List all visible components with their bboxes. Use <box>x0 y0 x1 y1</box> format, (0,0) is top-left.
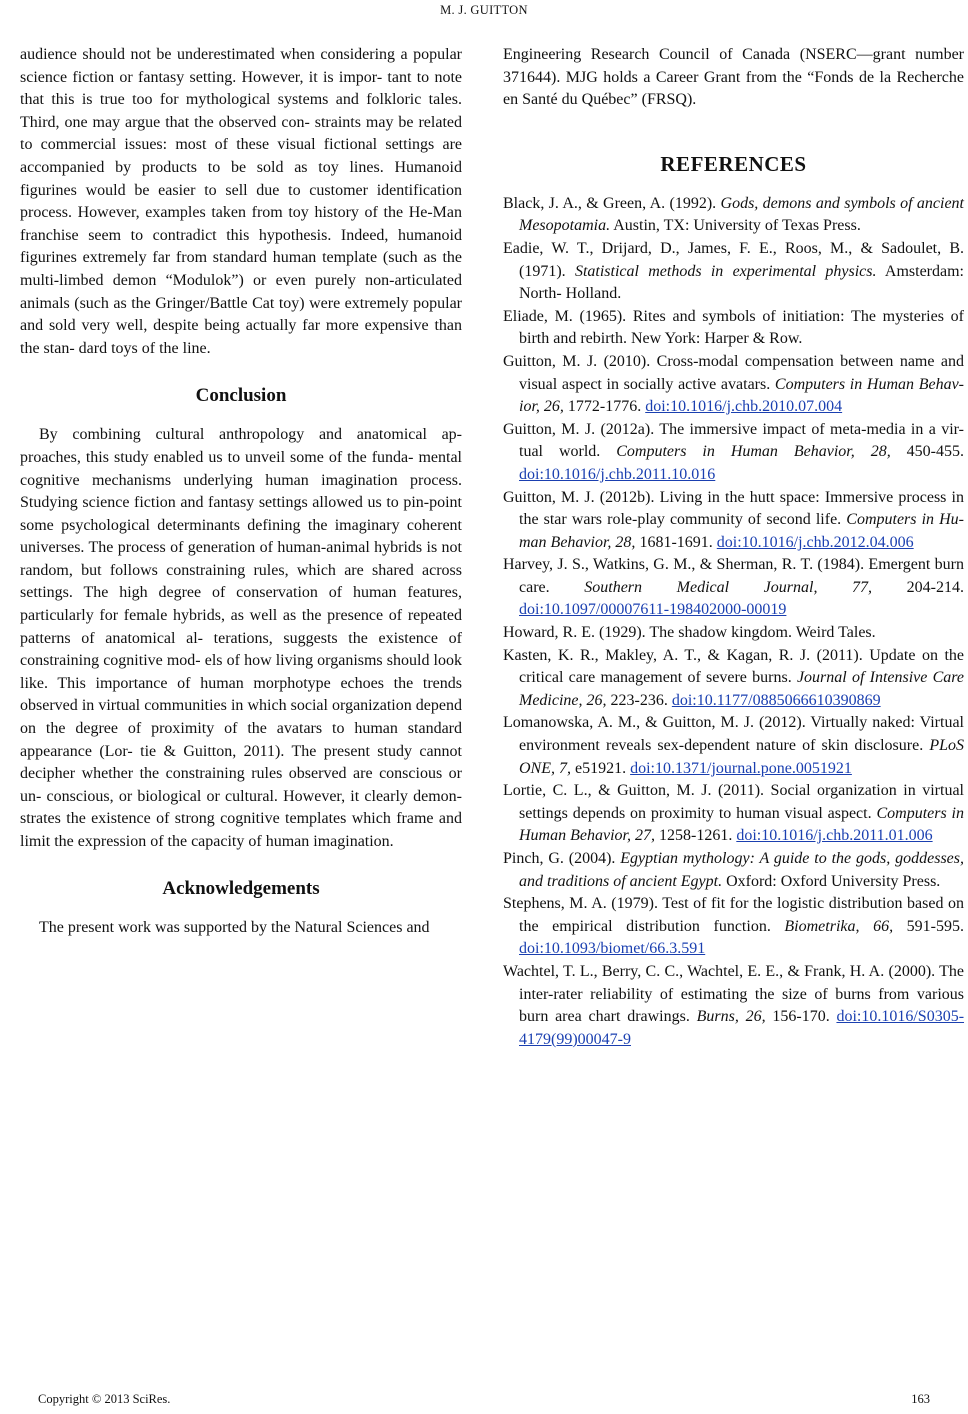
doi-link[interactable]: doi:10.1371/journal.pone.0051921 <box>630 759 852 777</box>
reference-journal: Southern Medical Journal, 77, <box>584 578 873 596</box>
reference-entry <box>503 487 964 555</box>
doi-link[interactable]: doi:10.1177/0885066610390869 <box>671 691 881 709</box>
doi-link[interactable]: doi:10.1016/S0305-4179(99)00047-9 <box>519 1008 965 1048</box>
reference-entry <box>503 712 964 780</box>
reference-entry <box>503 893 964 961</box>
reference-text: Guitton, M. J. (2012b). Living in the hutt space: Immersive process in the star wars role-play community of second life. <box>503 488 964 529</box>
doi-link[interactable]: doi:10.1016/j.chb.2012.04.006 <box>716 533 914 551</box>
reference-pages: 156-170. <box>765 1008 837 1026</box>
reference-text: Howard, R. E. (1929). The shadow kingdom. Weird Tales. <box>503 624 876 642</box>
reference-text: Black, J. A., & Green, A. (1992). <box>503 194 721 212</box>
reference-text: Stephens, M. A. (1979). Test of fit for the logistic distribution based on the empirical distribution function. <box>503 895 964 935</box>
reference-text: Lortie, C. L., & Guitton, M. J. (2011). Social organization in virtual settings depends on proximity to human visual aspect. <box>503 782 964 822</box>
reference-entry <box>503 645 964 713</box>
acknowledgements-paragraph: The present work was supported by the Natural Sciences and <box>39 918 430 936</box>
reference-pages: Austin, TX: University of Texas Press. <box>610 217 861 235</box>
acknowledgements-heading: Acknowledgements <box>162 877 320 899</box>
reference-entry <box>503 554 964 622</box>
reference-pages: 1258-1261. <box>654 827 737 845</box>
reference-text: Kasten, K. R., Makley, A. T., & Kagan, R. J. (2011). Update on the critical care management of severe burns. <box>503 646 964 687</box>
doi-link[interactable]: doi:10.1097/00007611-198402000-00019 <box>519 601 787 619</box>
reference-pages: 591-595. <box>893 917 965 935</box>
reference-journal: Gods, demons and symbols of ancient Mesopotamia. <box>519 194 965 235</box>
right-column <box>503 44 964 1051</box>
reference-pages: 450-455. <box>890 443 965 461</box>
reference-list <box>503 193 964 1052</box>
reference-text: Guitton, M. J. (2012a). The immersive impact of meta-media in a vir- tual world. <box>503 420 964 461</box>
reference-entry <box>503 780 964 848</box>
reference-journal: Biometrika, 66, <box>784 917 894 935</box>
doi-link[interactable]: doi:10.1016/j.chb.2010.07.004 <box>645 398 843 416</box>
doi-link[interactable]: doi:10.1093/biomet/66.3.591 <box>519 940 706 958</box>
reference-journal: Computers in Human Behavior, 27, <box>519 804 964 845</box>
reference-pages: 1772-1776. <box>563 398 646 416</box>
reference-journal: Burns, 26, <box>696 1008 766 1026</box>
reference-journal: Computers in Human Behav- ior, 26, <box>519 375 964 416</box>
reference-journal: Egyptian mythology: A guide to the gods, goddesses, and traditions of ancient Egypt. <box>519 850 964 890</box>
conclusion-paragraph: By combining cultural anthropology and anatomical ap- proaches, this study enabled us to unveil some of the funda- mental cognitive mechanisms underlying human imagination process. Studying science fiction and fantasy settings allowed us to pin-point some psychological determinants defining the imaginary coherent universes. The process of generation of human-animal hybrids is not random, but follows constraining rules, which are shared across settings. The high degree of conservation of human features, particularly for female hybrids, as well as the presence of repeated patterns of anatomical al- terations, suggests the existence of constraining cognitive mod- els of how living organisms should look like. This importance of human morphotype echoes the trends observed in virtual communities in which social organization depend on the degree of proximity of the avatars to human standard appearance (Lor- tie & Guitton, 2011). The present study cannot decipher whether the constraining rules observed are conscious or un- conscious, or biological or cultural. However, it clearly demon- strates the existence of strong cognitive templates which frame and limit the expression of the capacity of human imagination. <box>20 426 462 850</box>
conclusion-heading: Conclusion <box>195 385 287 407</box>
reference-entry <box>503 193 964 238</box>
page-number: 163 <box>911 1392 930 1406</box>
reference-journal: Journal of Intensive Care Medicine, 26, <box>519 669 965 709</box>
reference-journal: Computers in Hu- man Behavior, 28, <box>519 511 964 551</box>
reference-journal: Computers in Human Behavior, 28, <box>616 443 891 461</box>
reference-entry <box>503 848 964 893</box>
reference-entry <box>503 306 964 351</box>
reference-pages: 223-236. <box>606 691 672 709</box>
reference-entry <box>503 419 964 487</box>
reference-text: Guitton, M. J. (2010). Cross-modal compensation between name and visual aspect in socially active avatars. <box>503 352 964 393</box>
left-column <box>20 44 462 939</box>
body-paragraph: audience should not be underestimated when considering a popular science fiction or fantasy setting. However, it is impor- tant to note that this is true too for mythological systems and folkloric tales. Third, one may argue that the observed con- straints may be related to commercial issues: most of these visual fictional settings are accompanied by products to be sold as toy lines. Humanoid figurines would be easier to sell due to customer identification process. However, examples taken from toy history of the He-Man franchise seem to contradict this hypothesis. Indeed, humanoid figurines extremely far from standard human template (such as the multi-limbed demon “Modulok”) or even purely non-articulated animals (such as the Gringer/Battle Cat toy) were extremely popular and sold very well, despite being actually far more expensive than the stan- dard toys of the line. <box>20 46 462 357</box>
reference-entry <box>503 961 964 1051</box>
reference-text: Pinch, G. (2004). <box>503 850 621 867</box>
copyright-notice: Copyright © 2013 SciRes. <box>38 1392 171 1406</box>
reference-pages: e51921. <box>571 759 631 777</box>
running-head: M. J. GUITTON <box>440 3 528 17</box>
reference-pages: 204-214. <box>872 578 965 596</box>
reference-entry <box>503 351 964 419</box>
reference-text: Eliade, M. (1965). Rites and symbols of initiation: The mysteries of birth and rebirth. New York: Harper & Row. <box>503 307 964 348</box>
reference-pages: 1681-1691. <box>635 533 717 551</box>
reference-pages: Amsterdam: North- Holland. <box>519 262 964 303</box>
reference-pages: Oxford: Oxford University Press. <box>722 872 941 890</box>
reference-journal: PLoS ONE, 7, <box>519 737 964 777</box>
doi-link[interactable]: doi:10.1016/j.chb.2011.01.006 <box>736 827 933 845</box>
reference-text: Wachtel, T. L., Berry, C. C., Wachtel, E. E., & Frank, H. A. (2000). The inter-rater reliability of estimating the size of burns from various burn area chart drawings. <box>503 962 964 1026</box>
acknowledgements-continued: Engineering Research Council of Canada (NSERC—grant number 371644). MJG holds a Career Grant from the “Fonds de la Recherche en Santé du Québec” (FRSQ). <box>503 46 964 109</box>
reference-text: Eadie, W. T., Drijard, D., James, F. E., Roos, M., & Sadoulet, B. (1971). <box>503 239 964 280</box>
doi-link[interactable]: doi:10.1016/j.chb.2011.10.016 <box>519 465 716 483</box>
reference-journal: Statistical methods in experimental physics. <box>574 262 877 280</box>
reference-text: Harvey, J. S., Watkins, G. M., & Sherman, R. T. (1984). Emergent burn care. <box>503 556 964 596</box>
reference-text: Lomanowska, A. M., & Guitton, M. J. (2012). Virtually naked: Virtual environment reveals sex-dependent nature of skin disclosure. <box>503 714 964 755</box>
reference-entry <box>503 238 964 306</box>
references-heading: REFERENCES <box>660 151 807 176</box>
reference-entry <box>503 622 964 645</box>
